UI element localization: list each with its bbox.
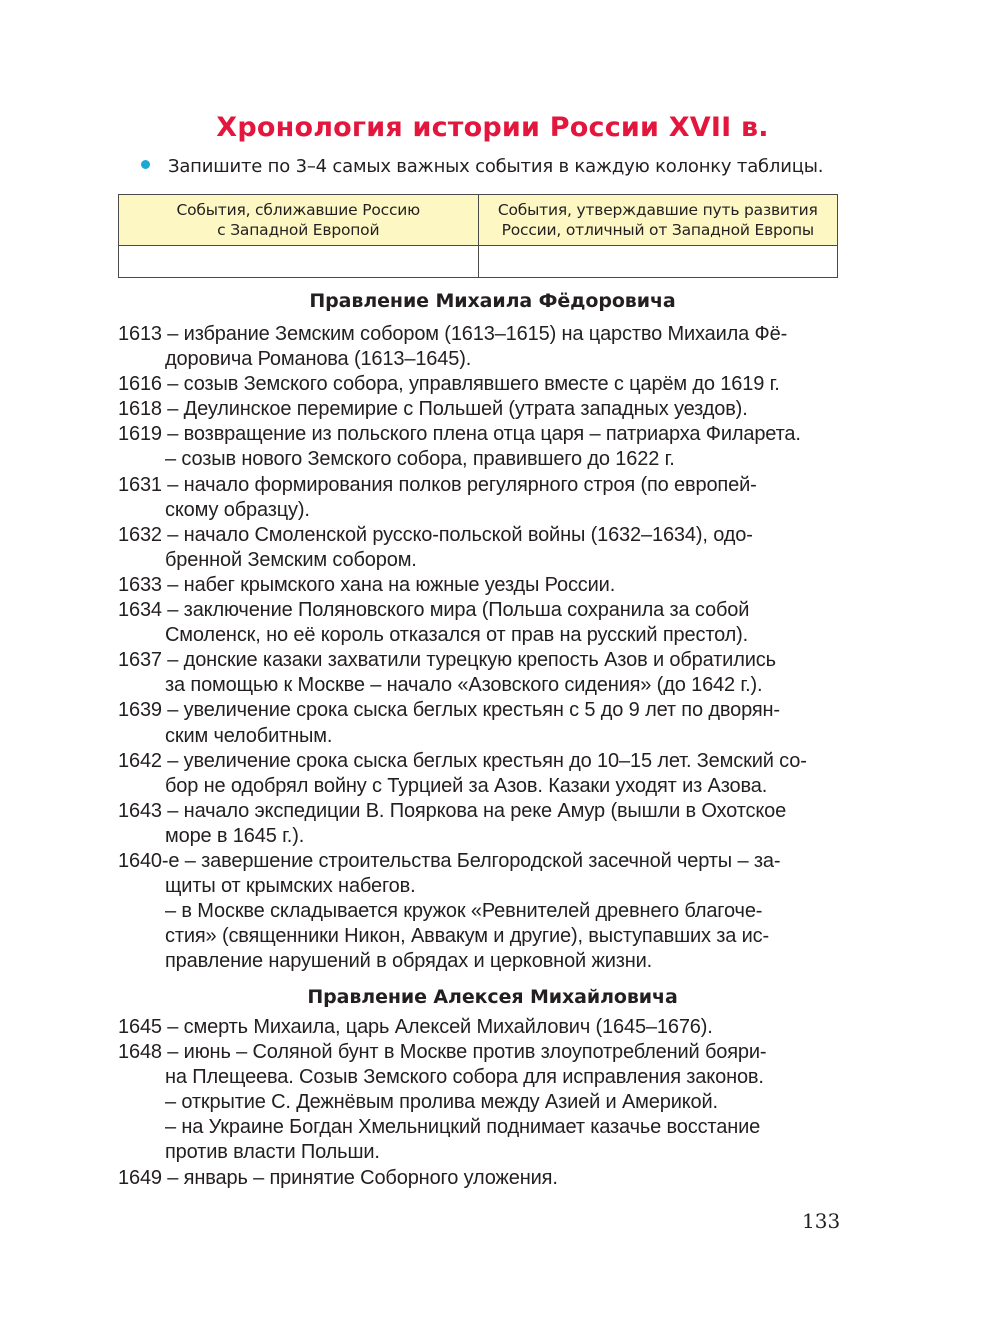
chronology-entry [118, 1090, 838, 1115]
page-title: Хронология истории России XVII в. [216, 112, 769, 143]
table-header-west-line2: с Западной Европой [217, 221, 380, 239]
entry-continuation-line: правление нарушений в обрядах и церковной жизни. [165, 950, 653, 973]
table-header-west-line1: События, сближавшие Россию [176, 201, 421, 219]
table-header-own-path-line1: События, утверждавшие путь развития [497, 201, 818, 219]
entry-continuation-line: доровича Романова (1613–1645). [165, 348, 472, 371]
chronology-entry [118, 573, 838, 598]
chronology-entry [118, 1015, 838, 1040]
entry-first-line: 1643 – начало экспедиции В. Пояркова на реке Амур (вышли в Охотское [118, 799, 787, 822]
entry-first-line: 1648 – июнь – Соляной бунт в Москве против злоупотреблений бояри- [118, 1041, 767, 1064]
entry-continuation-line: ским челобитным. [165, 724, 333, 747]
entry-first-line: – на Украине Богдан Хмельницкий поднимает казачье восстание [165, 1116, 761, 1139]
page-number: 133 [802, 1209, 841, 1233]
entry-continuation-line: бор не одобрял войну с Турцией за Азов. Казаки уходят из Азова. [165, 774, 768, 797]
events-table [118, 194, 838, 278]
entry-first-line: – открытие С. Дежнёвым пролива между Азией и Америкой. [165, 1091, 718, 1114]
answer-cell-west[interactable] [119, 246, 479, 278]
entry-first-line: 1640-е – завершение строительства Белгородской засечной черты – за- [118, 849, 781, 872]
table-header-row [119, 195, 838, 246]
chronology-entry [118, 598, 838, 648]
table-answer-row [119, 246, 838, 278]
entry-first-line: 1642 – увеличение срока сыска беглых крестьян до 10–15 лет. Земский со- [118, 749, 807, 772]
section-entries-mikhail [118, 322, 838, 974]
entry-first-line: 1619 – возвращение из польского плена отца царя – патриарха Филарета. [118, 423, 801, 446]
chronology-entry [118, 422, 838, 447]
entry-continuation-line: против власти Польши. [165, 1141, 380, 1164]
chronology-entry [118, 397, 838, 422]
entry-first-line: 1639 – увеличение срока сыска беглых крестьян с 5 до 9 лет по дворян- [118, 699, 780, 722]
bullet-dot-icon [141, 160, 150, 169]
entry-continuation-line: море в 1645 г.). [165, 824, 305, 847]
entry-first-line: 1618 – Деулинское перемирие с Польшей (утрата западных уездов). [118, 398, 748, 421]
chronology-entry [118, 1166, 838, 1191]
chronology-entry [118, 372, 838, 397]
chronology-entry [118, 447, 838, 472]
entry-first-line: 1632 – начало Смоленской русско-польской войны (1632–1634), одо- [118, 523, 753, 546]
instruction-text: Запишите по 3–4 самых важных события в каждую колонку таблицы. [168, 156, 824, 177]
entry-first-line: 1637 – донские казаки захватили турецкую крепость Азов и обратились [118, 649, 776, 672]
entry-first-line: 1613 – избрание Земским собором (1613–1615) на царство Михаила Фё- [118, 323, 788, 345]
chronology-entry [118, 1115, 838, 1165]
entry-first-line: – в Москве складывается кружок «Ревнителей древнего благоче- [165, 900, 763, 923]
entry-first-line: 1631 – начало формирования полков регулярного строя (по европей- [118, 473, 757, 496]
chronology-entry [118, 749, 838, 799]
chronology-entry [118, 698, 838, 748]
section-title-mikhail: Правление Михаила Фёдоровича [309, 290, 676, 312]
chronology-entry [118, 1040, 838, 1090]
answer-cell-own-path[interactable] [478, 246, 838, 278]
entry-continuation-line: скому образцу). [165, 498, 310, 521]
chronology-entry [118, 473, 838, 523]
entry-first-line: 1645 – смерть Михаила, царь Алексей Михайлович (1645–1676). [118, 1016, 713, 1038]
table-header-own-path-line2: России, отличный от Западной Европы [501, 221, 814, 239]
chronology-entry [118, 849, 838, 899]
entry-first-line: – созыв нового Земского собора, правившего до 1622 г. [165, 448, 675, 471]
entry-continuation-line: стия» (священники Никон, Аввакум и другие), выступавших за ис- [165, 925, 770, 948]
chronology-entry [118, 322, 838, 372]
chronology-entry [118, 648, 838, 698]
entry-continuation-line: за помощью к Москве – начало «Азовского сидения» (до 1642 г.). [165, 674, 763, 697]
entry-first-line: 1616 – созыв Земского собора, управлявшего вместе с царём до 1619 г. [118, 373, 780, 396]
entry-first-line: 1634 – заключение Поляновского мира (Польша сохранила за собой [118, 599, 750, 622]
entry-continuation-line: щиты от крымских набегов. [165, 875, 416, 898]
entry-continuation-line: Смоленск, но её король отказался от прав на русский престол). [165, 624, 749, 647]
table-header-west [119, 195, 479, 246]
entry-first-line: 1649 – январь – принятие Соборного уложения. [118, 1166, 558, 1189]
chronology-entry [118, 899, 838, 974]
table-header-own-path [478, 195, 838, 246]
section-title-alexei: Правление Алексея Михайловича [307, 986, 678, 1008]
entry-first-line: 1633 – набег крымского хана на южные уезды России. [118, 573, 616, 596]
section-entries-alexei [118, 1015, 838, 1191]
chronology-entry [118, 523, 838, 573]
chronology-entry [118, 799, 838, 849]
entry-continuation-line: на Плещеева. Созыв Земского собора для исправления законов. [165, 1066, 764, 1089]
entry-continuation-line: бренной Земским собором. [165, 548, 417, 571]
